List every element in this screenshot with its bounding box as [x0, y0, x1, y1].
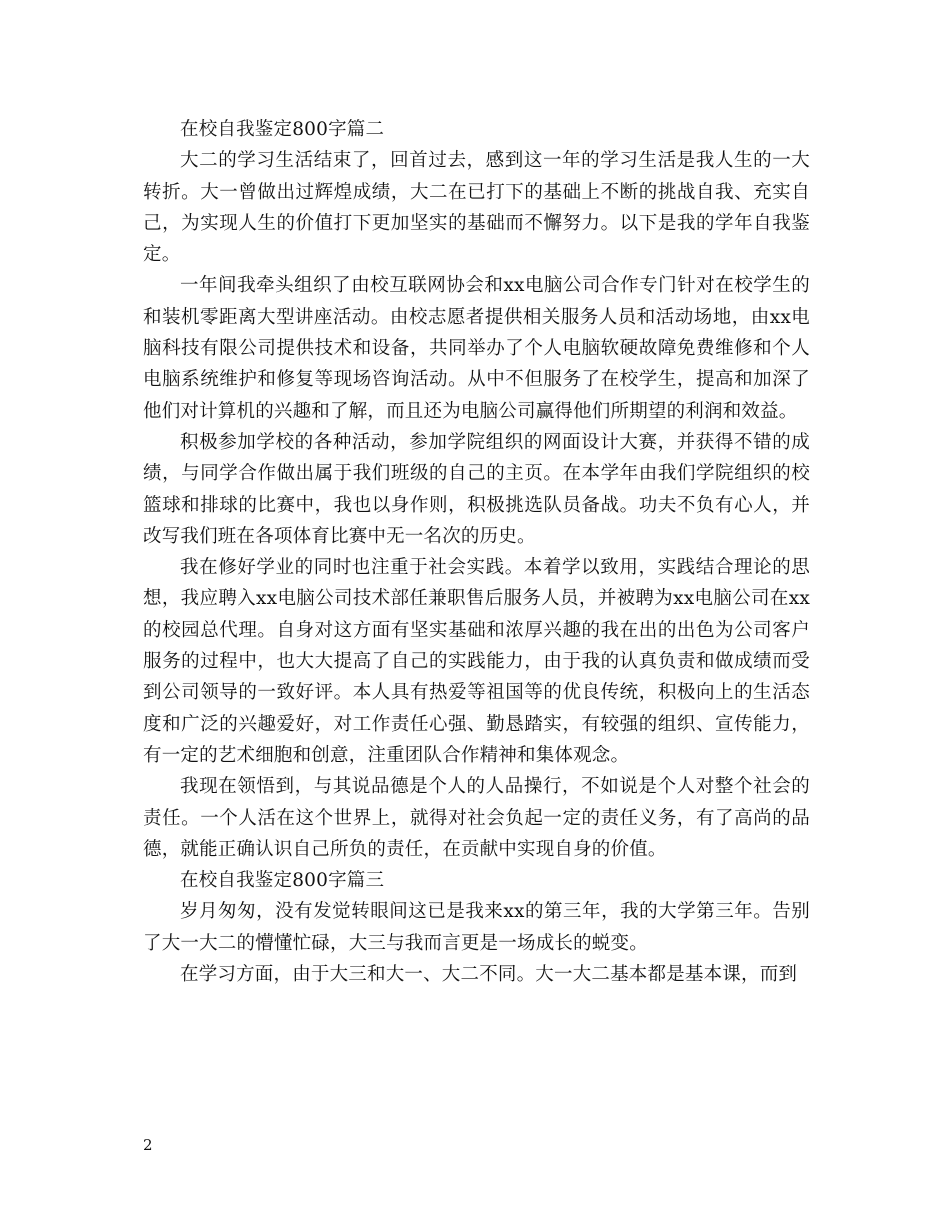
body-paragraph: 在学习方面，由于大三和大一、大二不同。大一大二基本都是基本课，而到: [180, 964, 798, 986]
body-paragraph: 我在修好学业的同时也注重于社会实践。本着学以致用，实践结合理论的思想，我应聘入xx电脑公司技术部任兼职售后服务人员，并被聘为xx电脑公司在xx的校园总代理。自身对这方面有坚实基础和浓厚兴趣的我在出的出色为公司客户服务的过程中，也大大提高了自己的实践能力，由于我的认真负责和做成绩而受到公司领导的一致好评。本人具有热爱等祖国等的优良传统，积极向上的生活态度和广泛的兴趣爱好，对工作责任心强、勤恳踏实，有较强的组织、宣传能力，有一定的艺术细胞和创意，注重团队合作精神和集体观念。: [143, 557, 810, 766]
body-paragraph: 我现在领悟到，与其说品德是个人的人品操行，不如说是个人对整个社会的责任。一个人活在这个世界上，就得对社会负起一定的责任义务，有了高尚的品德，就能正确认识自己所负的责任，在贡献中实现自身的价值。: [143, 776, 810, 860]
body-paragraph: 一年间我牵头组织了由校互联网协会和xx电脑公司合作专门针对在校学生的和装机零距离大型讲座活动。由校志愿者提供相关服务人员和活动场地，由xx电脑科技有限公司提供技术和设备，共同举办了个人电脑软硬故障免费维修和个人电脑系统维护和修复等现场咨询活动。从中不但服务了在校学生，提高和加深了他们对计算机的兴趣和了解，而且还为电脑公司赢得他们所期望的利润和效益。: [143, 275, 810, 422]
page-content: [143, 114, 810, 990]
body-paragraph: 积极参加学校的各种活动，参加学院组织的网面设计大赛，并获得不错的成绩，与同学合作做出属于我们班级的自己的主页。在本学年由我们学院组织的校篮球和排球的比赛中，我也以身作则，积极挑选队员备战。功夫不负有心人，并改写我们班在各项体育比赛中无一名次的历史。: [143, 431, 810, 547]
section-heading: 在校自我鉴定800字篇三: [180, 870, 385, 892]
body-paragraph: 大二的学习生活结束了，回首过去，感到这一年的学习生活是我人生的一大转折。大一曾做出过辉煌成绩，大二在已打下的基础上不断的挑战自我、充实自己，为实现人生的价值打下更加坚实的基础而不懈努力。以下是我的学年自我鉴定。: [143, 150, 810, 266]
section-heading: 在校自我鉴定800字篇二: [180, 119, 385, 140]
body-paragraph: 岁月匆匆，没有发觉转眼间这已是我来xx的第三年，我的大学第三年。告别了大一大二的懵懂忙碌，大三与我而言更是一场成长的蜕变。: [143, 901, 810, 954]
page-number: 2: [143, 1136, 153, 1154]
